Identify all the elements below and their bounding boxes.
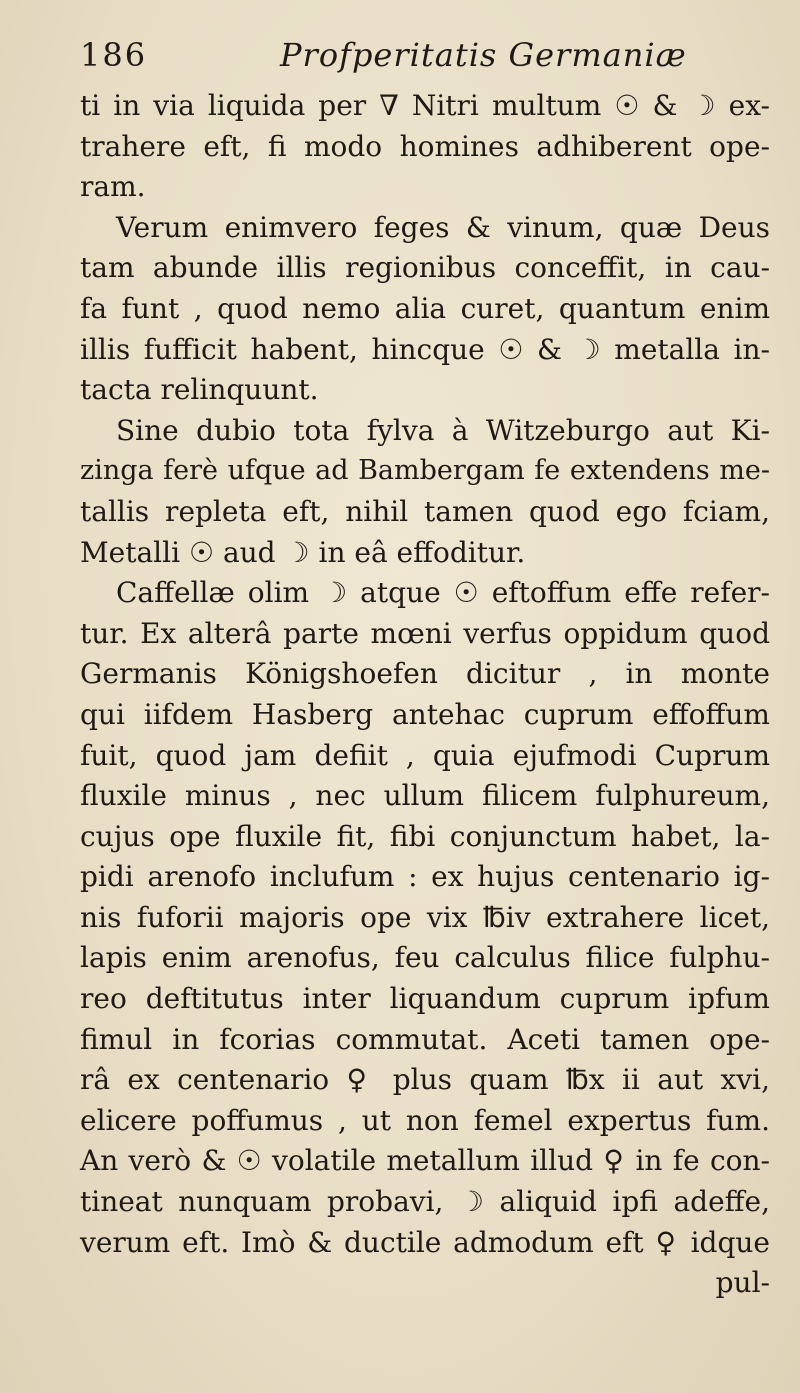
- text-line: fuit, quod jam defiit , quia ejufmodi Cuprum: [80, 738, 770, 772]
- body-text: [80, 86, 770, 1304]
- text-line: tacta relinquunt.: [80, 373, 319, 407]
- text-line: reo deftitutus inter liquandum cuprum ipfum: [80, 982, 770, 1016]
- text-line: nis fuforii majoris ope vix ℔iv extrahere licet,: [80, 900, 770, 934]
- text-line: cujus ope fluxile fit, fibi conjunctum habet, la-: [80, 819, 770, 853]
- text-line: qui iifdem Hasberg antehac cuprum effoffum: [80, 697, 770, 731]
- text-line: ti in via liquida per ∇ Nitri multum ☉ & ☽ ex-: [80, 89, 770, 122]
- text-line: tur. Ex alterâ parte mœni verfus oppidum quod: [80, 616, 770, 650]
- page-header: [80, 36, 760, 80]
- running-title: Profperitatis Germaniæ: [280, 36, 687, 74]
- page-number: 186: [80, 36, 148, 74]
- text-line: Verum enimvero feges & vinum, quæ Deus: [116, 210, 770, 244]
- text-line: verum eft. Imò & ductile admodum eft ♀ idque: [80, 1225, 770, 1259]
- text-line: fa funt , quod nemo alia curet, quantum enim: [80, 291, 770, 325]
- text-line: tineat nunquam probavi, ☽ aliquid ipfi adeffe,: [80, 1185, 770, 1219]
- text-line: elicere poffumus , ut non femel expertus fum.: [80, 1103, 770, 1137]
- text-line: fluxile minus , nec ullum filicem fulphureum,: [80, 779, 770, 813]
- text-line: lapis enim arenofus, feu calculus filice fulphu-: [80, 941, 770, 975]
- text-line: Germanis Königshoefen dicitur , in monte: [80, 657, 770, 691]
- text-line: tam abunde illis regionibus conceffit, in cau-: [80, 251, 770, 285]
- text-line: ram.: [80, 170, 146, 204]
- text-line: râ ex centenario ♀ plus quam ℔x ii aut xvi,: [80, 1063, 770, 1097]
- text-line: zinga ferè ufque ad Bambergam fe extendens me-: [80, 455, 770, 487]
- text-line: trahere eft, fi modo homines adhiberent ope-: [80, 129, 770, 163]
- text-line: fimul in fcorias commutat. Aceti tamen ope-: [80, 1022, 770, 1056]
- text-line: Metalli ☉ aud ☽ in eâ effoditur.: [80, 535, 526, 569]
- text-line: tallis repleta eft, nihil tamen quod ego fciam,: [80, 494, 770, 528]
- text-line: Caffellæ olim ☽ atque ☉ eftoffum effe refer-: [116, 576, 770, 610]
- text-line: pidi arenofo inclufum : ex hujus centenario ig-: [80, 860, 770, 894]
- text-line: pul-: [715, 1266, 770, 1300]
- text-line: Sine dubio tota fylva à Witzeburgo aut Ki-: [116, 413, 770, 447]
- text-line: illis fufficit habent, hincque ☉ & ☽ metalla in-: [80, 332, 770, 366]
- text-line: An verò & ☉ volatile metallum illud ♀ in fe con-: [80, 1144, 770, 1178]
